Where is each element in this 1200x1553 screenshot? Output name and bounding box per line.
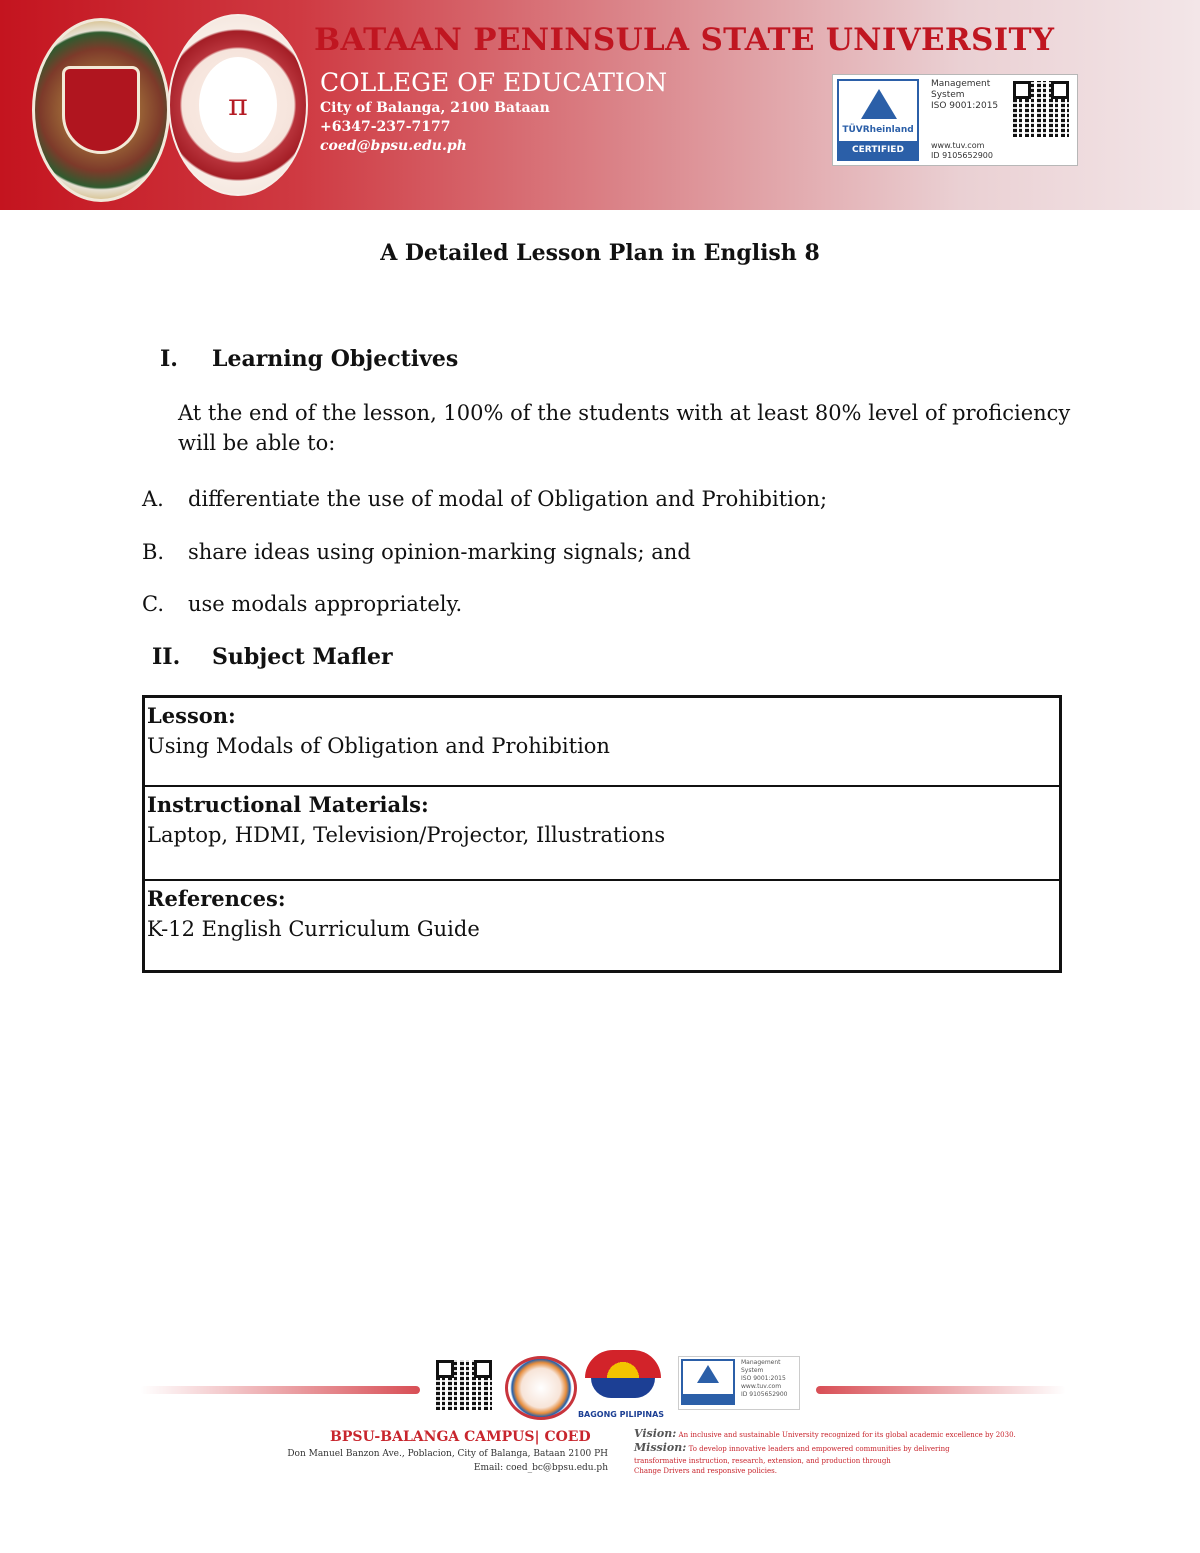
footer-qr-code-icon: [436, 1360, 492, 1410]
objective-item: [142, 487, 827, 511]
tuv-bar: [683, 1394, 733, 1403]
letterhead-header: [0, 0, 1200, 210]
objective-item: [142, 592, 462, 616]
college-email: coed@bpsu.edu.ph: [320, 138, 467, 154]
section-heading-objectives: [160, 346, 458, 372]
tuv-logo: [837, 79, 919, 161]
table-cell-lesson: [144, 697, 1061, 787]
footer-cert-iso: ISO 9001:2015: [741, 1375, 786, 1382]
objective-letter: C.: [142, 592, 164, 616]
footer-campus-name: BPSU-BALANGA CAMPUS| COED: [330, 1429, 591, 1445]
objective-text: share ideas using opinion-marking signals; and: [188, 540, 691, 564]
tuv-triangle-icon: [697, 1365, 719, 1383]
footer-campus-email: Email: coed_bc@bpsu.edu.ph: [473, 1463, 608, 1473]
cell-value: Using Modals of Obligation and Prohibition: [147, 734, 610, 758]
footer-tuv-logo: [681, 1359, 735, 1405]
tuv-brand: TÜVRheinland: [842, 125, 914, 135]
table-cell-materials: [144, 786, 1061, 880]
footer-vision: [634, 1429, 1016, 1440]
cell-value: K-12 English Curriculum Guide: [147, 917, 480, 941]
subject-matter-table: [142, 695, 1062, 973]
footer-campus-address: Don Manuel Banzon Ave., Poblacion, City of Balanga, Bataan 2100 PH: [287, 1449, 608, 1459]
cell-label: References:: [147, 886, 286, 911]
pi-symbol-icon: π: [199, 57, 277, 153]
document-title: A Detailed Lesson Plan in English 8: [380, 240, 820, 266]
bagong-pilipinas-logo: [585, 1350, 661, 1406]
objectives-intro: At the end of the lesson, 100% of the students with at least 80% level of proficiency will be able to:: [178, 401, 1071, 455]
table-row: [144, 880, 1061, 972]
section-title: Subject Mafler: [212, 644, 393, 670]
footer-mission-line: transformative instruction, research, extension, and production through: [634, 1457, 891, 1465]
footer-cert-system: Management System: [741, 1359, 781, 1374]
tuv-triangle-icon: [861, 89, 897, 119]
table-cell-references: [144, 880, 1061, 972]
vision-label: Vision:: [634, 1427, 677, 1440]
footer-cert-id: ID 9105652900: [741, 1391, 788, 1398]
section-number: II.: [152, 644, 181, 670]
cert-iso: ISO 9001:2015: [931, 101, 999, 111]
footer-iso-badge: [678, 1356, 800, 1410]
qr-code-icon: [1013, 81, 1069, 137]
mission-label: Mission:: [634, 1441, 687, 1454]
section-number: I.: [160, 346, 178, 372]
mission-text-1: To develop innovative leaders and empowered communities by delivering: [688, 1445, 950, 1453]
university-name: BATAAN PENINSULA STATE UNIVERSITY: [314, 22, 1055, 58]
iso-certification-badge: [832, 74, 1078, 166]
bagong-pilipinas-label: BAGONG PILIPINAS: [577, 1410, 665, 1419]
cert-system: Management System: [931, 79, 991, 100]
cert-details: [931, 141, 993, 161]
cert-description: [931, 79, 1011, 112]
section-title: Learning Objectives: [212, 346, 459, 372]
objective-letter: B.: [142, 540, 165, 564]
seal-shield-icon: [62, 66, 140, 154]
objective-text: use modals appropriately.: [188, 592, 463, 616]
footer-divider-right: [816, 1386, 1066, 1394]
table-row: [144, 786, 1061, 880]
college-phone: +6347-237-7177: [320, 119, 451, 135]
cert-url: www.tuv.com: [931, 141, 985, 150]
vision-text: An inclusive and sustainable University recognized for its global academic excellence by 2030.: [678, 1431, 1016, 1439]
objective-text: differentiate the use of modal of Obligation and Prohibition;: [188, 487, 828, 511]
sun-icon: [585, 1350, 661, 1378]
cell-value: Laptop, HDMI, Television/Projector, Illustrations: [147, 823, 666, 847]
section-heading-subject-matter: [152, 644, 393, 670]
footer-mission-line: Change Drivers and responsive policies.: [634, 1467, 777, 1475]
logo-base: [591, 1378, 655, 1398]
table-row: [144, 697, 1061, 787]
footer-divider-left: [140, 1386, 420, 1394]
cert-id: ID 9105652900: [931, 151, 993, 160]
cell-label: Instructional Materials:: [147, 792, 429, 817]
certified-label: CERTIFIED: [839, 141, 917, 159]
university-seal-logo: [32, 18, 170, 202]
college-name: COLLEGE OF EDUCATION: [320, 68, 668, 97]
footer-cert-url: www.tuv.com: [741, 1383, 782, 1390]
cell-label: Lesson:: [147, 703, 236, 728]
footer-mission: [634, 1443, 950, 1454]
objective-item: [142, 540, 691, 564]
college-seal-logo: [168, 14, 308, 196]
footer-cert-text: [741, 1359, 797, 1399]
objective-letter: A.: [142, 487, 164, 511]
college-address: City of Balanga, 2100 Bataan: [320, 100, 550, 116]
